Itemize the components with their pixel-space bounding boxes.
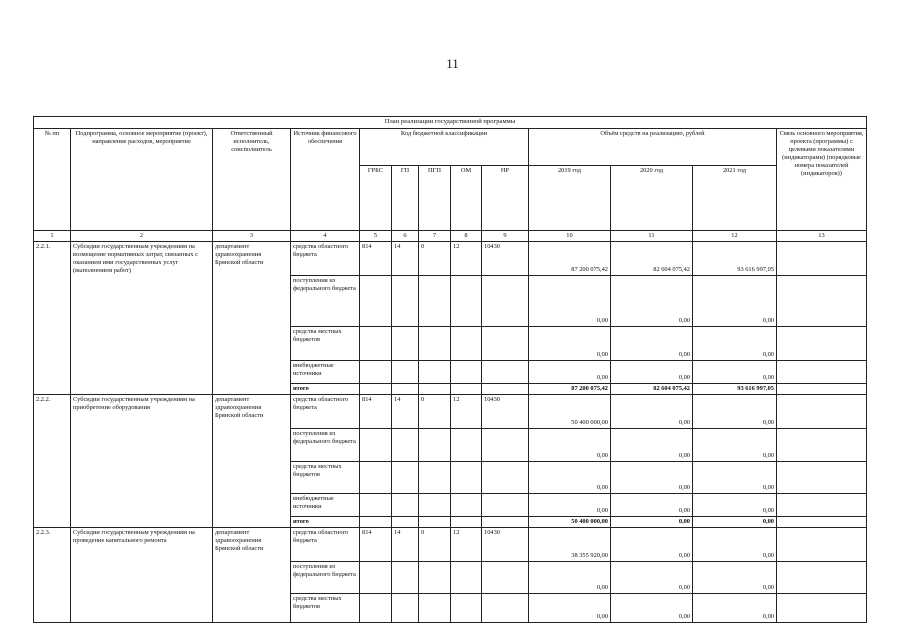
header-subprogram: Подпрограмма, основное мероприятие (проект), направление расходов, мероприятие: [71, 129, 213, 231]
kbk-om: 12: [451, 528, 482, 562]
funding-source: поступления из федерального бюджета: [291, 562, 360, 594]
kbk-nr: [482, 361, 529, 384]
kbk-grbs: [360, 562, 392, 594]
indicator-link: [777, 361, 867, 384]
kbk-grbs: [360, 361, 392, 384]
amount-2019: 0,00: [529, 276, 611, 327]
kbk-om: [451, 562, 482, 594]
kbk-pgp: [419, 562, 451, 594]
kbk-pgp: [419, 361, 451, 384]
amount-2021: 0,00: [693, 462, 777, 494]
funding-source: средства местных бюджетов: [291, 462, 360, 494]
kbk-pgp: [419, 517, 451, 528]
amount-2019: 0,00: [529, 594, 611, 623]
kbk-nr: [482, 494, 529, 517]
kbk-nr: [482, 384, 529, 395]
indicator-link: [777, 327, 867, 361]
header-year-2020: 2020 год: [611, 166, 693, 231]
indicator-link: [777, 384, 867, 395]
amount-2020: 0,00: [611, 562, 693, 594]
kbk-nr: [482, 429, 529, 462]
header-om: ОМ: [451, 166, 482, 231]
kbk-grbs: 814: [360, 528, 392, 562]
kbk-om: [451, 276, 482, 327]
funding-source: средства областного бюджета: [291, 395, 360, 429]
section-responsible: департамент здравоохранения Брянской области: [213, 528, 291, 623]
section-name: Субсидии государственным учреждениям на проведение капитального ремонта: [71, 528, 213, 623]
column-number: 5: [360, 231, 392, 242]
kbk-nr: [482, 562, 529, 594]
column-number: 1: [34, 231, 71, 242]
amount-2019: 38 355 920,00: [529, 528, 611, 562]
amount-2021: 93 616 997,05: [693, 384, 777, 395]
column-number: 9: [482, 231, 529, 242]
kbk-grbs: [360, 462, 392, 494]
column-number: 6: [392, 231, 419, 242]
kbk-gp: [392, 429, 419, 462]
kbk-gp: [392, 462, 419, 494]
kbk-nr: [482, 276, 529, 327]
column-number: 4: [291, 231, 360, 242]
kbk-om: [451, 327, 482, 361]
header-link: Связь основного мероприятия, проекта (программы) с целевыми показателями (индикаторами) (порядковые номера показателей (индикаторов)): [777, 129, 867, 231]
header-n: № пп: [34, 129, 71, 231]
amount-2019: 0,00: [529, 327, 611, 361]
column-number: 8: [451, 231, 482, 242]
plan-table: [33, 116, 867, 623]
column-number: 7: [419, 231, 451, 242]
kbk-gp: 14: [392, 528, 419, 562]
funding-source: средства областного бюджета: [291, 528, 360, 562]
header-nr: НР: [482, 166, 529, 231]
amount-2020: 0,00: [611, 361, 693, 384]
section-number: 2.2.1.: [34, 242, 71, 395]
header-year-2021: 2021 год: [693, 166, 777, 231]
kbk-om: [451, 594, 482, 623]
table-row: [34, 395, 867, 429]
amount-2020: 0,00: [611, 429, 693, 462]
column-number: 2: [71, 231, 213, 242]
kbk-pgp: 0: [419, 242, 451, 276]
title-row: [34, 117, 867, 129]
page-number: 11: [446, 56, 459, 71]
kbk-grbs: [360, 384, 392, 395]
kbk-gp: 14: [392, 242, 419, 276]
indicator-link: [777, 562, 867, 594]
header-volume: Объём средств на реализацию, рублей: [529, 129, 777, 166]
section-responsible: департамент здравоохранения Брянской области: [213, 242, 291, 395]
indicator-link: [777, 594, 867, 623]
header-row: [34, 129, 867, 166]
funding-source: средства областного бюджета: [291, 242, 360, 276]
funding-source: поступления из федерального бюджета: [291, 276, 360, 327]
header-pgp: ПГП: [419, 166, 451, 231]
indicator-link: [777, 395, 867, 429]
kbk-pgp: [419, 462, 451, 494]
amount-2020: 0,00: [611, 494, 693, 517]
kbk-grbs: [360, 276, 392, 327]
amount-2019: 0,00: [529, 462, 611, 494]
amount-2019: 50 400 000,00: [529, 517, 611, 528]
kbk-om: [451, 429, 482, 462]
amount-2021: 0,00: [693, 494, 777, 517]
kbk-grbs: [360, 594, 392, 623]
amount-2020: 0,00: [611, 395, 693, 429]
kbk-om: [451, 494, 482, 517]
kbk-gp: [392, 517, 419, 528]
header-gp: ГП: [392, 166, 419, 231]
amount-2020: 0,00: [611, 462, 693, 494]
indicator-link: [777, 429, 867, 462]
kbk-nr: 10430: [482, 242, 529, 276]
funding-source: итого: [291, 384, 360, 395]
kbk-gp: [392, 494, 419, 517]
section-name: Субсидии государственным учреждениям на возмещение нормативных затрат, связанных с оказанием ими государственных услуг (выполнением работ): [71, 242, 213, 395]
amount-2020: 82 604 075,42: [611, 242, 693, 276]
column-numbers-row: [34, 231, 867, 242]
table-row: [34, 528, 867, 562]
kbk-gp: [392, 562, 419, 594]
kbk-grbs: [360, 429, 392, 462]
amount-2021: 0,00: [693, 562, 777, 594]
indicator-link: [777, 494, 867, 517]
kbk-pgp: 0: [419, 395, 451, 429]
amount-2020: 0,00: [611, 528, 693, 562]
amount-2019: 87 200 075,42: [529, 384, 611, 395]
kbk-gp: [392, 276, 419, 327]
amount-2019: 0,00: [529, 562, 611, 594]
section-number: 2.2.3.: [34, 528, 71, 623]
indicator-link: [777, 517, 867, 528]
kbk-om: [451, 384, 482, 395]
kbk-om: 12: [451, 242, 482, 276]
kbk-nr: [482, 517, 529, 528]
amount-2021: 0,00: [693, 395, 777, 429]
column-number: 11: [611, 231, 693, 242]
amount-2021: 0,00: [693, 276, 777, 327]
amount-2019: 0,00: [529, 361, 611, 384]
header-grbs: ГРБС: [360, 166, 392, 231]
kbk-om: 12: [451, 395, 482, 429]
amount-2019: 87 200 075,42: [529, 242, 611, 276]
kbk-gp: [392, 361, 419, 384]
kbk-grbs: 814: [360, 242, 392, 276]
kbk-pgp: [419, 494, 451, 517]
kbk-gp: [392, 594, 419, 623]
funding-source: внебюджетные источники: [291, 361, 360, 384]
amount-2021: 0,00: [693, 517, 777, 528]
kbk-om: [451, 517, 482, 528]
kbk-pgp: [419, 327, 451, 361]
amount-2020: 0,00: [611, 276, 693, 327]
kbk-om: [451, 361, 482, 384]
header-year-2019: 2019 год: [529, 166, 611, 231]
kbk-pgp: 0: [419, 528, 451, 562]
kbk-nr: 10430: [482, 528, 529, 562]
indicator-link: [777, 528, 867, 562]
kbk-nr: [482, 462, 529, 494]
kbk-gp: 14: [392, 395, 419, 429]
amount-2021: 93 616 997,05: [693, 242, 777, 276]
indicator-link: [777, 276, 867, 327]
section-responsible: департамент здравоохранения Брянской области: [213, 395, 291, 528]
section-name: Субсидии государственным учреждениям на приобретение оборудования: [71, 395, 213, 528]
amount-2019: 0,00: [529, 429, 611, 462]
funding-source: средства местных бюджетов: [291, 594, 360, 623]
kbk-om: [451, 462, 482, 494]
column-number: 12: [693, 231, 777, 242]
indicator-link: [777, 462, 867, 494]
table-row: [34, 242, 867, 276]
indicator-link: [777, 242, 867, 276]
amount-2021: 0,00: [693, 429, 777, 462]
funding-source: средства местных бюджетов: [291, 327, 360, 361]
amount-2021: 0,00: [693, 327, 777, 361]
amount-2020: 82 604 075,42: [611, 384, 693, 395]
column-number: 13: [777, 231, 867, 242]
header-responsible: Ответственный исполнитель, соисполнитель: [213, 129, 291, 231]
funding-source: поступления из федерального бюджета: [291, 429, 360, 462]
kbk-pgp: [419, 429, 451, 462]
column-number: 3: [213, 231, 291, 242]
amount-2021: 0,00: [693, 594, 777, 623]
kbk-gp: [392, 327, 419, 361]
kbk-grbs: [360, 494, 392, 517]
kbk-pgp: [419, 384, 451, 395]
funding-source: внебюджетные источники: [291, 494, 360, 517]
amount-2019: 50 400 000,00: [529, 395, 611, 429]
column-number: 10: [529, 231, 611, 242]
kbk-grbs: 814: [360, 395, 392, 429]
section-number: 2.2.2.: [34, 395, 71, 528]
kbk-nr: 10430: [482, 395, 529, 429]
kbk-pgp: [419, 276, 451, 327]
kbk-grbs: [360, 517, 392, 528]
kbk-pgp: [419, 594, 451, 623]
header-kbk: Код бюджетной классификации: [360, 129, 529, 166]
amount-2019: 0,00: [529, 494, 611, 517]
kbk-gp: [392, 384, 419, 395]
amount-2020: 0,00: [611, 327, 693, 361]
kbk-nr: [482, 327, 529, 361]
amount-2021: 0,00: [693, 528, 777, 562]
amount-2020: 0,00: [611, 594, 693, 623]
kbk-grbs: [360, 327, 392, 361]
amount-2021: 0,00: [693, 361, 777, 384]
funding-source: итого: [291, 517, 360, 528]
table-title: План реализации государственной программы: [34, 117, 867, 129]
header-sources: Источник финансового обеспечения: [291, 129, 360, 231]
kbk-nr: [482, 594, 529, 623]
amount-2020: 0,00: [611, 517, 693, 528]
